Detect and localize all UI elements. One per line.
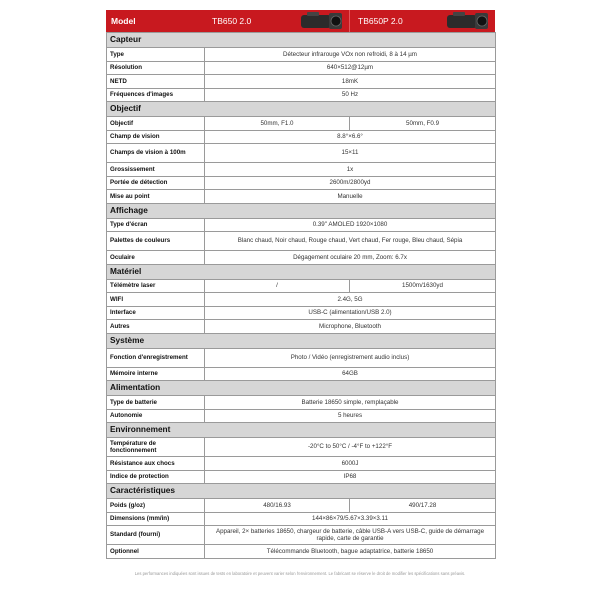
spec-value-tb650: /: [205, 279, 350, 293]
spec-label: Mémoire interne: [107, 367, 205, 381]
spec-value: Photo / Vidéo (enregistrement audio inclus): [205, 348, 496, 367]
table-row: [107, 117, 496, 131]
spec-value: 1x: [205, 163, 496, 177]
table-row: [107, 545, 496, 559]
table-row: [107, 409, 496, 423]
spec-label: Télémètre laser: [107, 279, 205, 293]
spec-value: Télécommande Bluetooth, bague adaptatrice, batterie 18650: [205, 545, 496, 559]
spec-label: Portée de détection: [107, 176, 205, 190]
section-title: Objectif: [107, 102, 496, 117]
spec-label: Palettes de couleurs: [107, 232, 205, 251]
spec-label: Mise au point: [107, 190, 205, 204]
spec-label: WIFI: [107, 293, 205, 307]
spec-label: Standard (fourni): [107, 526, 205, 545]
table-row: [107, 396, 496, 410]
spec-label: Type de batterie: [107, 396, 205, 410]
spec-value: -20°C to 50°C / -4°F to +122°F: [205, 438, 496, 457]
section-title: Matériel: [107, 264, 496, 279]
spec-sheet: [106, 10, 495, 559]
table-row: [107, 457, 496, 471]
section-header: [107, 33, 496, 48]
spec-value: Dégagement oculaire 20 mm, Zoom: 6.7x: [205, 251, 496, 265]
spec-value: 8.8°×6.6°: [205, 130, 496, 144]
spec-label: Autres: [107, 320, 205, 334]
spec-value: 2600m/2800yd: [205, 176, 496, 190]
spec-value: Blanc chaud, Noir chaud, Rouge chaud, Vert chaud, Fer rouge, Bleu chaud, Sépia: [205, 232, 496, 251]
table-row: [107, 499, 496, 513]
spec-value: 18mK: [205, 75, 496, 89]
spec-value: USB-C (alimentation/USB 2.0): [205, 306, 496, 320]
table-row: [107, 320, 496, 334]
section-header: [107, 264, 496, 279]
section-header: [107, 203, 496, 218]
spec-label: Type: [107, 48, 205, 62]
spec-label: Grossissement: [107, 163, 205, 177]
product-b-header: [349, 10, 495, 32]
section-header: [107, 102, 496, 117]
product-b-name: TB650P 2.0: [358, 16, 403, 26]
section-title: Capteur: [107, 33, 496, 48]
spec-label: Champ de vision: [107, 130, 205, 144]
table-row: [107, 279, 496, 293]
spec-value-tb650: 50mm, F1.0: [205, 117, 350, 131]
table-row: [107, 438, 496, 457]
table-row: [107, 470, 496, 484]
spec-value: IP68: [205, 470, 496, 484]
table-row: [107, 48, 496, 62]
spec-label: Poids (g/oz): [107, 499, 205, 513]
footer-disclaimer: Les performances indiquées sont issues de tests en laboratoire et peuvent varier selon l'environnement. Le fabricant se réserve le droit de modifier les spécifications sans préavis.: [134, 571, 466, 576]
spec-label: Résistance aux chocs: [107, 457, 205, 471]
spec-value-tb650p: 50mm, F0.9: [350, 117, 496, 131]
table-row: [107, 218, 496, 232]
spec-value: 144×86×79/5.67×3.39×3.11: [205, 512, 496, 526]
spec-label: Fonction d'enregistrement: [107, 348, 205, 367]
table-row: [107, 75, 496, 89]
spec-label: Oculaire: [107, 251, 205, 265]
spec-value: 15×11: [205, 144, 496, 163]
product-a-header: [204, 10, 349, 32]
spec-value: 0.39" AMOLED 1920×1080: [205, 218, 496, 232]
section-title: Caractéristiques: [107, 484, 496, 499]
table-row: [107, 61, 496, 75]
table-row: [107, 232, 496, 251]
table-row: [107, 348, 496, 367]
spec-value: 50 Hz: [205, 88, 496, 102]
section-header: [107, 423, 496, 438]
spec-label: Autonomie: [107, 409, 205, 423]
spec-label: Résolution: [107, 61, 205, 75]
spec-value-tb650p: 490/17.28: [350, 499, 496, 513]
section-header: [107, 484, 496, 499]
spec-value: 64GB: [205, 367, 496, 381]
spec-value: Microphone, Bluetooth: [205, 320, 496, 334]
spec-value: Batterie 18650 simple, remplaçable: [205, 396, 496, 410]
model-label: Model: [111, 16, 136, 26]
section-title: Système: [107, 333, 496, 348]
spec-label: Optionnel: [107, 545, 205, 559]
section-title: Affichage: [107, 203, 496, 218]
spec-label: Fréquences d'images: [107, 88, 205, 102]
table-header: [106, 10, 495, 32]
table-row: [107, 306, 496, 320]
product-a-name: TB650 2.0: [212, 16, 252, 26]
spec-label: Dimensions (mm/in): [107, 512, 205, 526]
spec-label: Champs de vision à 100m: [107, 144, 205, 163]
table-row: [107, 163, 496, 177]
table-row: [107, 512, 496, 526]
table-row: [107, 526, 496, 545]
spec-value-tb650p: 1500m/1630yd: [350, 279, 496, 293]
spec-table: [106, 32, 496, 559]
table-row: [107, 88, 496, 102]
table-row: [107, 176, 496, 190]
table-row: [107, 144, 496, 163]
spec-value-tb650: 480/16.93: [205, 499, 350, 513]
section-title: Alimentation: [107, 381, 496, 396]
thermal-camera-icon: [299, 11, 345, 31]
spec-label: Objectif: [107, 117, 205, 131]
spec-value: Détecteur infrarouge VOx non refroidi, 8 à 14 µm: [205, 48, 496, 62]
section-header: [107, 333, 496, 348]
spec-label: Température de fonctionnement: [107, 438, 205, 457]
section-header: [107, 381, 496, 396]
table-row: [107, 190, 496, 204]
spec-value: 640×512@12µm: [205, 61, 496, 75]
spec-value: Appareil, 2× batteries 18650, chargeur de batterie, câble USB-A vers USB-C, guide de démarrage rapide, carte de garantie: [205, 526, 496, 545]
thermal-camera-icon: [445, 11, 491, 31]
spec-value: 6000J: [205, 457, 496, 471]
spec-label: NETD: [107, 75, 205, 89]
table-row: [107, 293, 496, 307]
table-row: [107, 130, 496, 144]
spec-label: Type d'écran: [107, 218, 205, 232]
table-row: [107, 367, 496, 381]
section-title: Environnement: [107, 423, 496, 438]
spec-value: 2.4G, 5G: [205, 293, 496, 307]
spec-label: Interface: [107, 306, 205, 320]
spec-value: Manuelle: [205, 190, 496, 204]
spec-value: 5 heures: [205, 409, 496, 423]
spec-label: Indice de protection: [107, 470, 205, 484]
table-row: [107, 251, 496, 265]
